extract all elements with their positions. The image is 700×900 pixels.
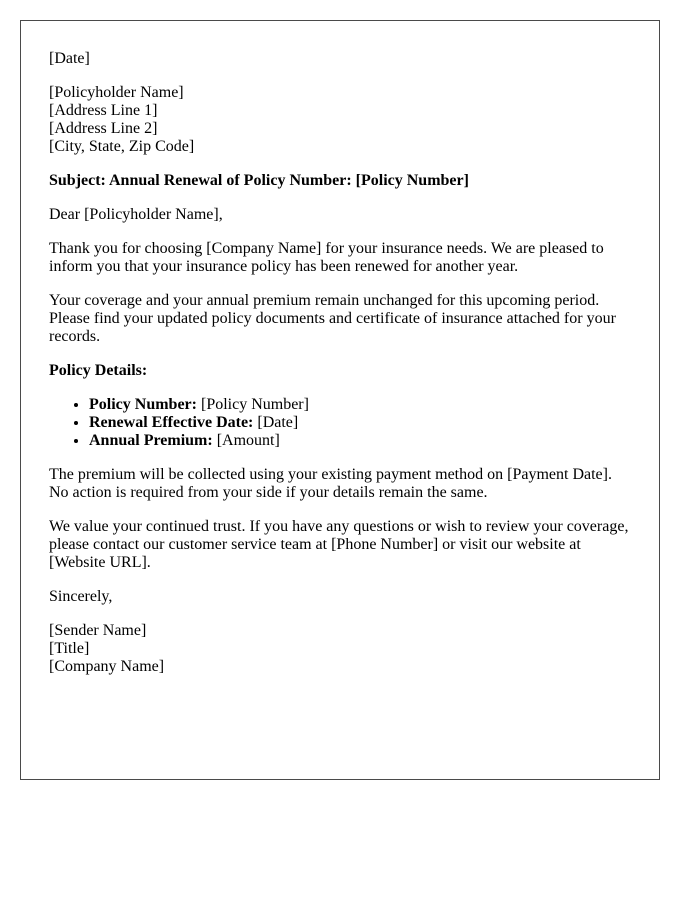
annual-premium-value: [Amount] bbox=[216, 432, 280, 449]
payment-line-1: The premium will be collected using your existing payment method on [Payment Date]. bbox=[49, 466, 612, 483]
effective-date-label: Renewal Effective Date: bbox=[89, 414, 254, 431]
sender-name: [Sender Name] bbox=[49, 622, 147, 639]
recipient-name: [Policyholder Name] bbox=[49, 84, 184, 101]
payment-paragraph bbox=[49, 466, 631, 502]
intro-line-2: inform you that your insurance policy has been renewed for another year. bbox=[49, 258, 519, 275]
sender-company: [Company Name] bbox=[49, 658, 165, 675]
sender-title: [Title] bbox=[49, 640, 90, 657]
letter-date bbox=[49, 50, 631, 68]
policy-details-heading-text: Policy Details: bbox=[49, 362, 148, 379]
policy-detail-item-effective-date bbox=[89, 414, 631, 432]
effective-date-value: [Date] bbox=[257, 414, 299, 431]
policy-detail-item-policy-number bbox=[89, 396, 631, 414]
address-line-2: [Address Line 2] bbox=[49, 120, 158, 137]
closing-line-1: We value your continued trust. If you have any questions or wish to review your coverage, bbox=[49, 518, 629, 535]
subject-text: Subject: Annual Renewal of Policy Number: [Policy Number] bbox=[49, 172, 469, 189]
address-line-1: [Address Line 1] bbox=[49, 102, 158, 119]
coverage-paragraph bbox=[49, 292, 631, 346]
policy-details-heading bbox=[49, 362, 631, 380]
renewal-letter bbox=[20, 20, 660, 780]
city-state-zip: [City, State, Zip Code] bbox=[49, 138, 195, 155]
intro-line-1: Thank you for choosing [Company Name] for your insurance needs. We are pleased to bbox=[49, 240, 604, 257]
subject-line bbox=[49, 172, 631, 190]
closing-paragraph bbox=[49, 518, 631, 572]
policy-number-label: Policy Number: bbox=[89, 396, 197, 413]
signature-block bbox=[49, 622, 631, 676]
date-text: [Date] bbox=[49, 50, 90, 67]
coverage-line-1: Your coverage and your annual premium remain unchanged for this upcoming period. bbox=[49, 292, 600, 309]
salutation-text: Dear [Policyholder Name], bbox=[49, 206, 223, 223]
coverage-line-3: records. bbox=[49, 328, 101, 345]
closing-line-2: please contact our customer service team at [Phone Number] or visit our website at bbox=[49, 536, 581, 553]
coverage-line-2: Please find your updated policy documents and certificate of insurance attached for your bbox=[49, 310, 616, 327]
annual-premium-label: Annual Premium: bbox=[89, 432, 213, 449]
policy-detail-item-annual-premium bbox=[89, 432, 631, 450]
complimentary-close bbox=[49, 588, 631, 606]
policy-details-list bbox=[49, 396, 631, 450]
intro-paragraph bbox=[49, 240, 631, 276]
salutation bbox=[49, 206, 631, 224]
recipient-address bbox=[49, 84, 631, 156]
payment-line-2: No action is required from your side if your details remain the same. bbox=[49, 484, 488, 501]
closing-text: Sincerely, bbox=[49, 588, 113, 605]
closing-line-3: [Website URL]. bbox=[49, 554, 151, 571]
policy-number-value: [Policy Number] bbox=[200, 396, 309, 413]
